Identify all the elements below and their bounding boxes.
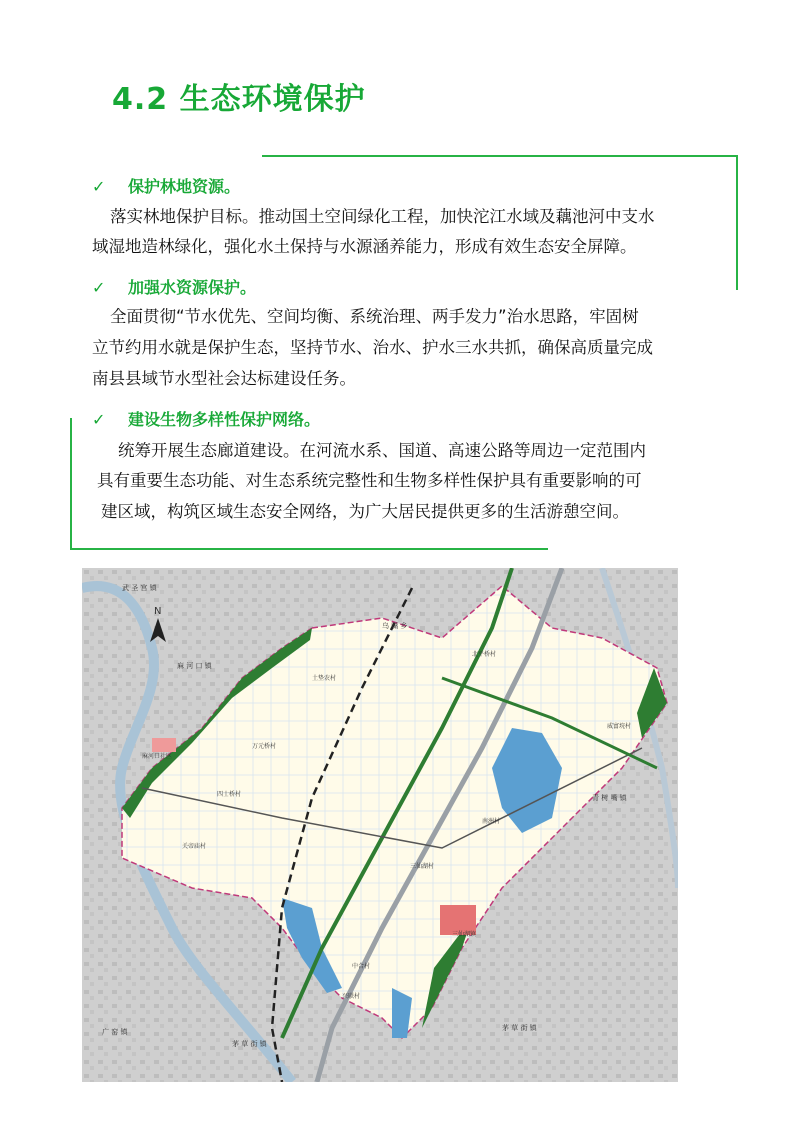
paragraph-line: 统筹开展生态廊道建设。在河流水系、国道、高速公路等周边一定范围内	[118, 441, 646, 460]
frame-line-bottom	[70, 548, 548, 550]
village-label: 三仙湖镇	[452, 931, 477, 938]
village-label: 关帝庙村	[182, 843, 207, 850]
heading-forest	[92, 174, 240, 197]
village-label: 土垫农村	[312, 675, 337, 682]
check-icon: ✓	[92, 177, 106, 196]
town-label: 武 圣 宫 镇	[122, 584, 157, 592]
paragraph-forest-cont	[92, 232, 637, 263]
village-label: 万元桥村	[252, 743, 277, 750]
town-label: 茅 草 街 镇	[502, 1024, 537, 1032]
paragraph-line: 具有重要生态功能、对生态系统完整性和生物多样性保护具有重要影响的可	[97, 471, 642, 490]
village-label: 四士桥村	[217, 791, 242, 798]
heading-biodiversity	[92, 407, 320, 430]
town-label: 青 树 嘴 镇	[592, 794, 627, 802]
village-label: 兴联村	[342, 993, 361, 1000]
frame-line-left	[70, 418, 72, 550]
section-title: 4.2 生态环境保护	[112, 82, 366, 117]
paragraph-line: 立节约用水就是保护生态，坚持节水、治水、护水三水共抓，确保高质量完成	[92, 338, 653, 357]
map-canvas	[82, 568, 678, 1082]
village-label: 南洲村	[482, 818, 501, 825]
paragraph-line: 落实林地保护目标。推动国土空间绿化工程，加快沱江水域及藕池河中支水	[110, 207, 655, 226]
town-label: 麻 河 口 镇	[177, 662, 212, 670]
community-core	[152, 738, 176, 752]
paragraph-biodiversity	[118, 436, 646, 467]
north-label: N	[154, 606, 162, 617]
heading-biodiversity-text: 建设生物多样性保护网络。	[128, 410, 321, 429]
village-label: 北平桥村	[472, 651, 497, 658]
paragraph-water	[110, 302, 639, 333]
paragraph-line: 南县县域节水型社会达标建设任务。	[92, 368, 356, 388]
village-label: 中合村	[352, 963, 371, 970]
heading-forest-text: 保护林地资源。	[128, 177, 241, 196]
village-label: 三仙湖村	[410, 863, 435, 870]
heading-water-text: 加强水资源保护。	[128, 278, 257, 297]
village-label: 麻河口社区	[142, 753, 173, 760]
check-icon: ✓	[92, 278, 106, 297]
village-label: 威富垸村	[607, 723, 632, 730]
paragraph-line: 建区域，构筑区域生态安全网络，为广大居民提供更多的生活游憩空间。	[101, 501, 629, 521]
frame-line-right	[736, 155, 738, 290]
paragraph-line: 域湿地造林绿化，强化水土保持与水源涵养能力，形成有效生态安全屏障。	[92, 237, 637, 256]
ecological-map	[82, 568, 678, 1082]
paragraph-biodiversity-cont	[97, 466, 642, 527]
frame-line-top	[262, 155, 738, 157]
paragraph-water-cont	[92, 333, 653, 394]
paragraph-forest	[110, 202, 655, 233]
paragraph-line: 全面贯彻“节水优先、空间均衡、系统治理、两手发力”治水思路，牢固树	[110, 307, 639, 326]
town-label: 茅 草 街 镇	[232, 1040, 267, 1048]
town-label: 乌 嘴 乡	[382, 622, 408, 630]
town-label: 广 窑 镇	[102, 1028, 128, 1036]
check-icon: ✓	[92, 410, 106, 429]
heading-water	[92, 275, 256, 298]
